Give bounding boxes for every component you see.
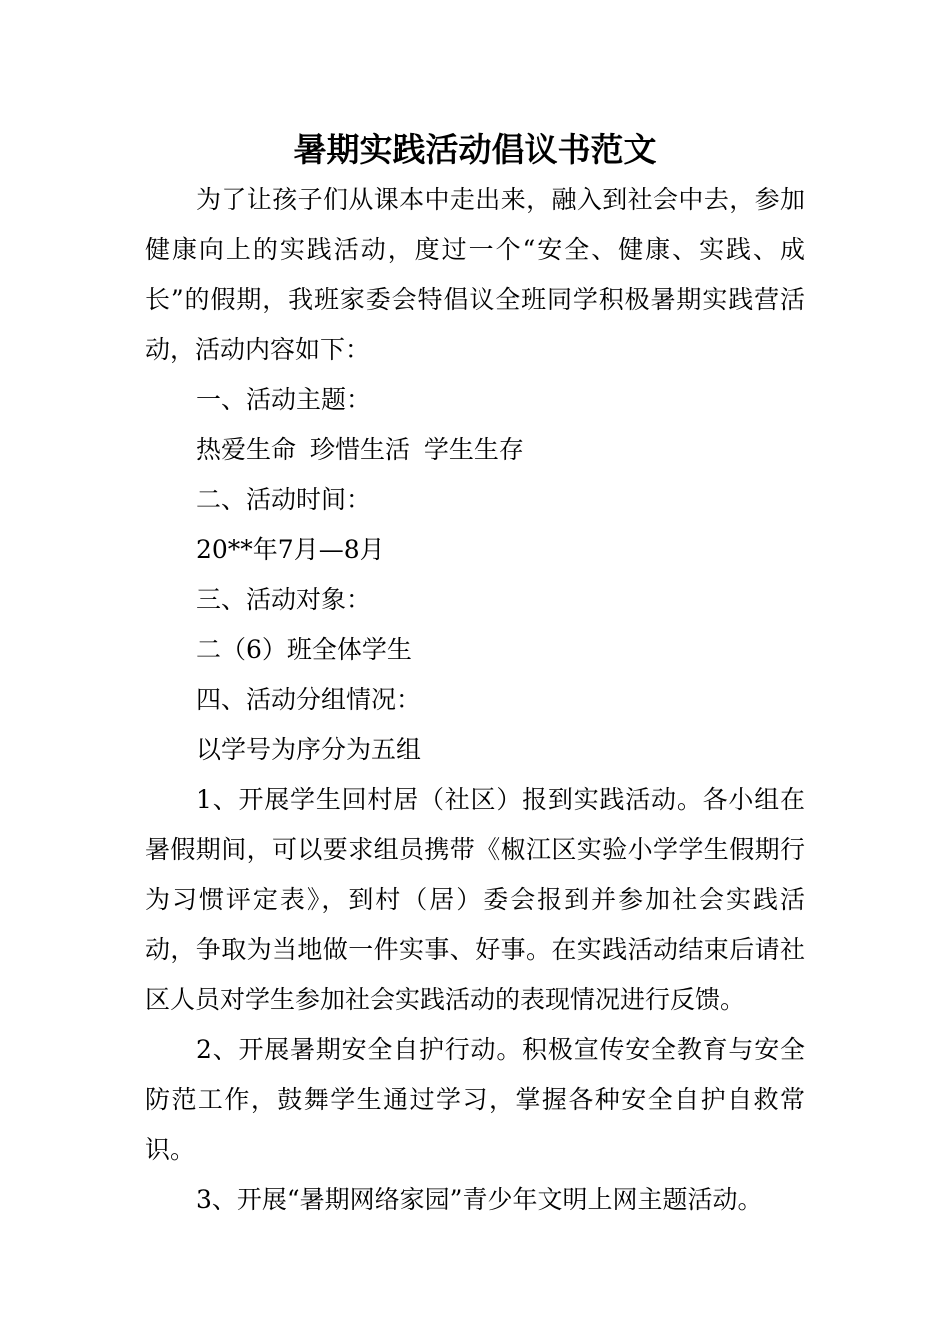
document-title: 暑期实践活动倡议书范文 [293, 130, 657, 169]
section-heading-time: 二、活动时间： [196, 485, 372, 514]
activity-paragraph-3: 3、开展“暑期网络家园”青少年文明上网主题活动。 [196, 1185, 763, 1214]
section-heading-theme: 一、活动主题： [196, 385, 372, 414]
section-heading-target: 三、活动对象： [196, 585, 372, 614]
target-text: 二（6）班全体学生 [196, 635, 412, 664]
intro-paragraph: 为了让孩子们从课本中走出来，融入到社会中去，参加健康向上的实践活动，度过一个“安全、健康、实践、成长”的假期，我班家委会特倡议全班同学积极暑期实践营活动，活动内容如下： [145, 185, 805, 364]
groups-text: 以学号为序分为五组 [196, 735, 422, 764]
activity-paragraph-2: 2、开展暑期安全自护行动。积极宣传安全教育与安全防范工作，鼓舞学生通过学习，掌握各种安全自护自救常识。 [145, 1035, 805, 1164]
time-text: 20**年7月—8月 [196, 535, 385, 564]
theme-text: 热爱生命 珍惜生活 学生生存 [196, 435, 524, 464]
section-heading-groups: 四、活动分组情况： [196, 685, 422, 714]
activity-paragraph-1: 1、开展学生回村居（社区）报到实践活动。各小组在暑假期间，可以要求组员携带《椒江区实验小学学生假期行为习惯评定表》，到村（居）委会报到并参加社会实践活动，争取为当地做一件实事、好事。在实践活动结束后请社区人员对学生参加社会实践活动的表现情况进行反馈。 [145, 785, 805, 1014]
document-body [145, 175, 805, 1225]
